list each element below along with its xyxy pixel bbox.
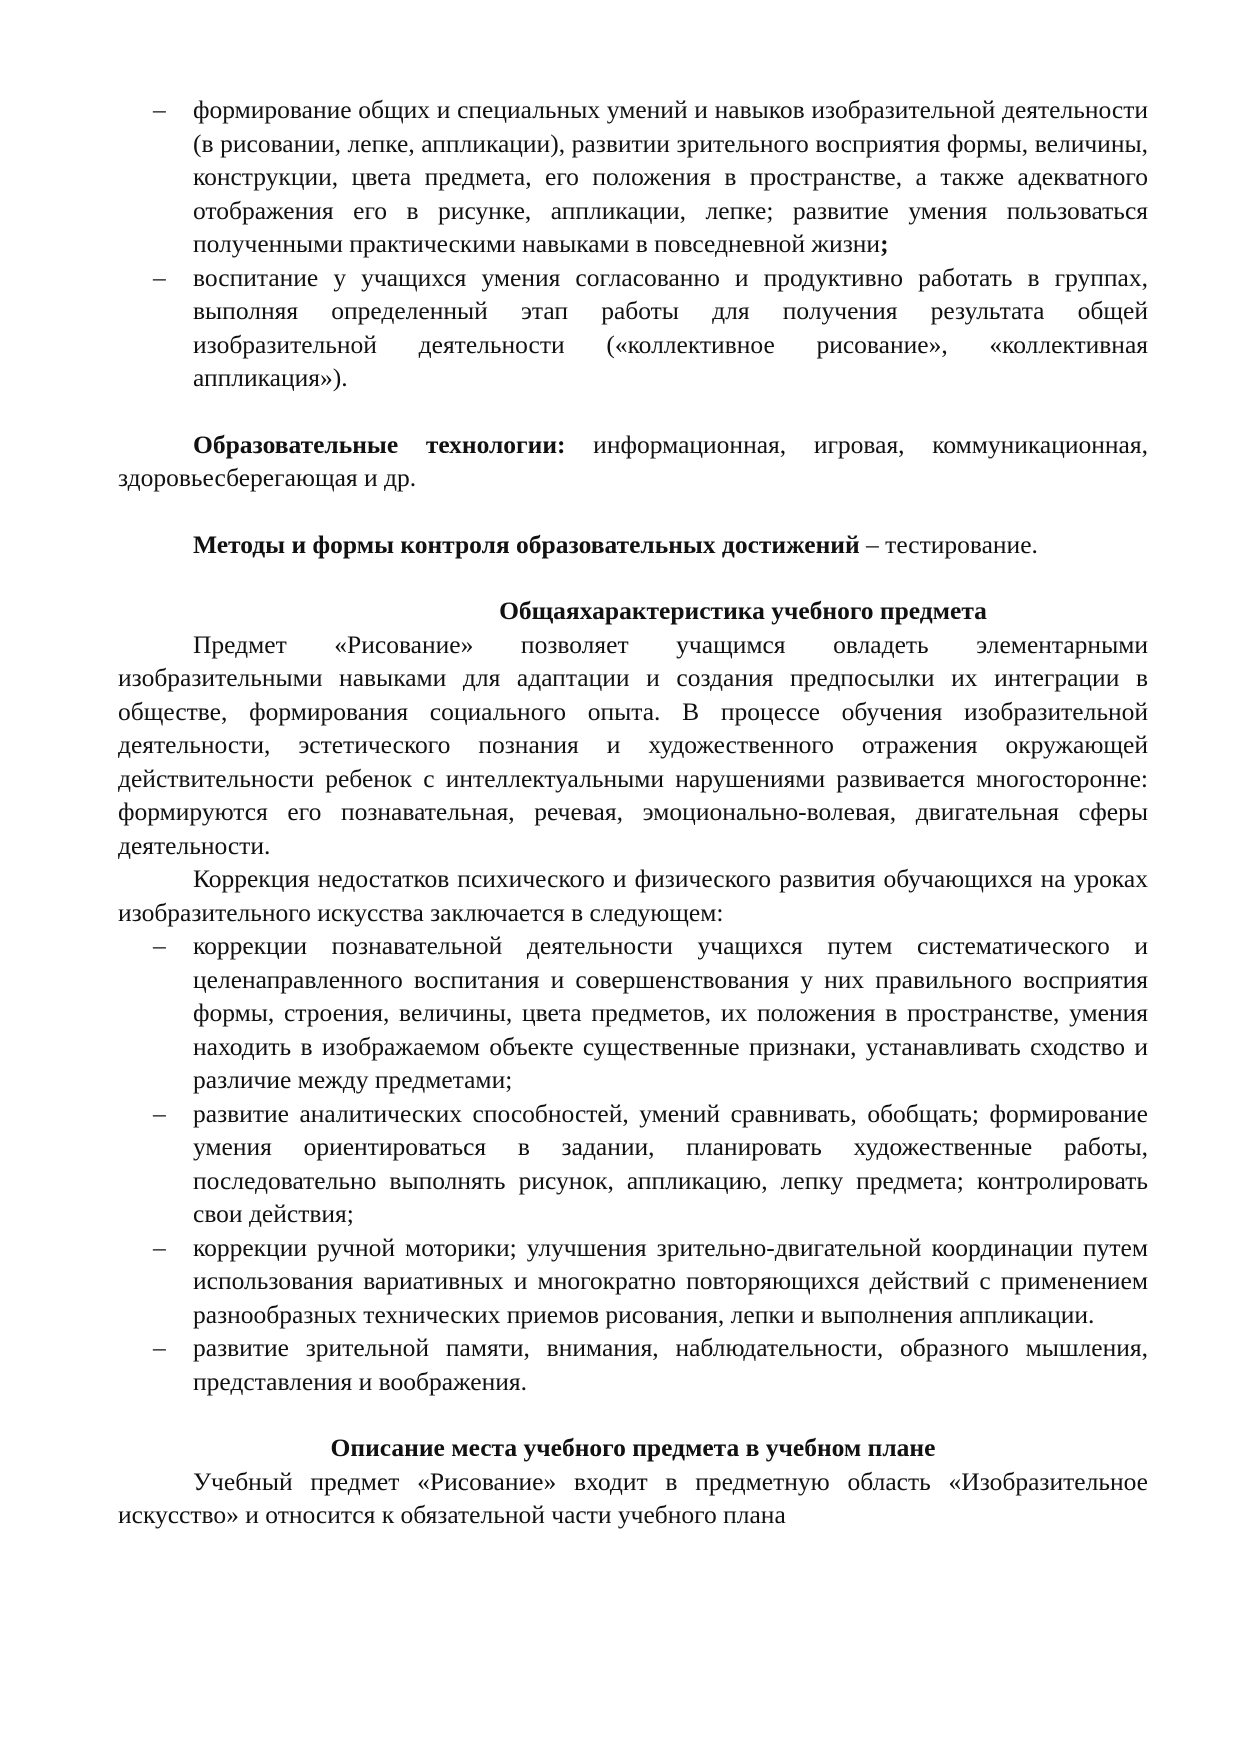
- dash-bullet: –: [153, 262, 166, 292]
- spacer: [118, 495, 1148, 528]
- spacer: [118, 1398, 1148, 1431]
- dash-bullet: –: [153, 931, 166, 960]
- methods-text: – тестирование.: [859, 529, 1038, 559]
- dash-bullet: –: [153, 95, 166, 124]
- list-item-text: формирование общих и специальных умений и навыков изобразительной деятельности (в рисовании, лепке, аппликации), развитии зрительного восприятия формы, величины, конструкции, цвета предмета, его положения в пространстве, а также адекватного отображения его в рисунке, аппликации, лепке; развитие умения пользоваться полученными практическими навыками в повседневной жизни: [193, 95, 1148, 258]
- list-item: [118, 93, 1148, 261]
- objectives-list: [118, 93, 1148, 395]
- methods-label: Методы и формы контроля образовательных достижений: [193, 529, 860, 559]
- spacer: [118, 561, 1148, 594]
- list-item: [118, 1231, 1148, 1332]
- technologies-text: информационная, игровая, коммуникационная, здоровьесберегающая и др.: [118, 429, 1148, 492]
- technologies-paragraph: [118, 428, 1148, 495]
- paragraph: Коррекция недостатков психического и физического развития обучающихся на уроках изобразительного искусства заключается в следующем:: [118, 864, 1148, 927]
- paragraph: Предмет «Рисование» позволяет учащимся овладеть элементарными изобразительными навыками для адаптации и создания предпосылки их интеграции в обществе, формирования социального опыта. В процессе обучения изобразительной деятельности, эстетического познания и художественного отражения окружающей действительности ребенок с интеллектуальными нарушениями развивается многосторонне: формируются его познавательная, речевая, эмоционально-волевая, двигательная сферы деятельности.: [118, 629, 1148, 860]
- dash-bullet: –: [153, 1098, 166, 1128]
- correction-list: [118, 929, 1148, 1398]
- list-item-text: коррекции ручной моторики; улучшения зрительно-двигательной координации путем использования вариативных и многократно повторяющихся действий с применением разнообразных технических приемов рисования, лепки и выполнения аппликации.: [193, 1232, 1148, 1329]
- section-heading: Общаяхарактеристика учебного предмета: [499, 596, 987, 625]
- methods-paragraph: [118, 528, 1148, 562]
- list-item-text: развитие зрительной памяти, внимания, наблюдательности, образного мышления, представления и воображения.: [193, 1333, 1148, 1396]
- dash-bullet: –: [153, 1333, 166, 1362]
- list-item: [118, 1097, 1148, 1231]
- spacer: [118, 395, 1148, 428]
- list-item: [118, 929, 1148, 1097]
- list-item: [118, 261, 1148, 395]
- paragraph: Учебный предмет «Рисование» входит в предметную область «Изобразительное искусство» и относится к обязательной части учебного плана: [118, 1466, 1148, 1529]
- dash-bullet: –: [153, 1232, 166, 1262]
- list-item-text: развитие аналитических способностей, умений сравнивать, обобщать; формирование умения ориентироваться в задании, планировать художественные работы, последовательно выполнять рисунок, аппликацию, лепку предмета; контролировать свои действия;: [193, 1098, 1148, 1228]
- page-content: [118, 93, 1148, 1532]
- list-item: [118, 1331, 1148, 1398]
- technologies-label: Образовательные технологии:: [193, 429, 566, 459]
- list-item-text: коррекции познавательной деятельности учащихся путем систематического и целенаправленного воспитания и совершенствования у них правильного восприятия формы, строения, величины, цвета предметов, их положения в пространстве, умения находить в изображаемом объекте существенные признаки, устанавливать сходство и различие между предметами;: [193, 931, 1148, 1094]
- section-heading: Описание места учебного предмета в учебном плане: [330, 1433, 936, 1462]
- list-item-tail: ;: [880, 229, 889, 258]
- list-item-text: воспитание у учащихся умения согласованно и продуктивно работать в группах, выполняя определенный этап работы для получения результата общей изобразительной деятельности («коллективное рисование», «коллективная аппликация»).: [193, 262, 1148, 392]
